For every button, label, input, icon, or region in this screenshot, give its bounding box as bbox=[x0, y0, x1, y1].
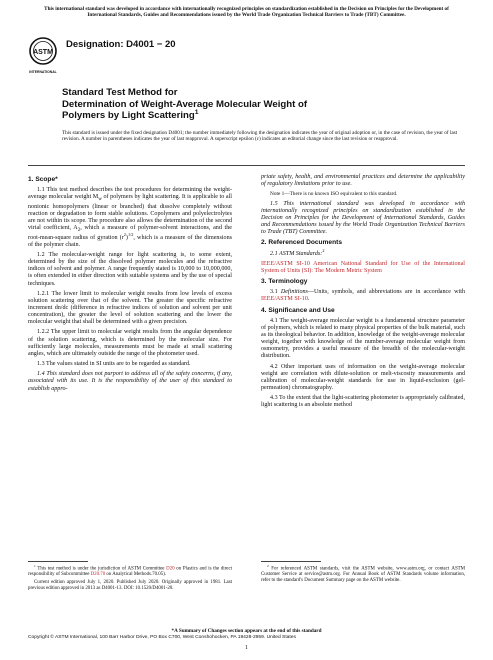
section-heading-referenced-documents: 2. Referenced Documents bbox=[261, 239, 342, 247]
paragraph-4-2: 4.2 Other important uses of information on the weight-average molecular weight are correlation with dilute-solution or melt-viscosity measurements and calibration of molecular-weight standards for use in liquid-exclusion (gel-permeation) chromatography. bbox=[261, 363, 465, 392]
tbt-notice: This international standard was developed in accordance with internationally recognized principles on standardization established in the Decision on Principles for the Development of International Standards, Guides and Recommendations issued by the World Trade Organization Technical Barriers to Trade (TBT) Committee. bbox=[44, 6, 449, 19]
paragraph-1-5: 1.5 This international standard was developed in accordance with internationally recognized principles on standardization established in the Decision on Principles for the Development of International Standards, Guides and Recommendations issued by the World Trade Organization Technical Barriers to Trade (TBT) Committee. bbox=[261, 200, 465, 236]
document-title bbox=[62, 87, 442, 122]
designation-label: Designation: bbox=[66, 39, 124, 50]
paragraph-4-3: 4.3 To the extent that the light-scattering photometer is appropriately calibrated, light scattering is an absolute method bbox=[261, 395, 465, 409]
footnote-1: $^1$ This test method is under the jurisdiction of ASTM Committee D20 on Plastics and is the direct responsibility of Subcommittee D20.70 on Analytical Methods.70.05). Current edition approved July 1, 2020. Published July 2020. Originally approved in 1981. Last previous edition approved in 2013 as D4001-13. DOI: 10.1520/D4001-20. bbox=[28, 564, 232, 592]
footnote-1-edition: Current edition approved July 1, 2020. Published July 2020. Originally approved in 1981. Last previous edition approved in 2013 as D4001-13. DOI: 10.1520/D4001-20. bbox=[28, 580, 232, 592]
footnote-2: $^2$ For referenced ASTM standards, visit the ASTM website, www.astm.org, or contact ASTM Customer Service at service@astm.org. For Annual Book of ASTM Standards volume information, refer to the standard's Document Summary page on the ASTM website. bbox=[261, 564, 465, 584]
section-heading-terminology: 3. Terminology bbox=[261, 278, 308, 286]
page-number: 1 bbox=[245, 645, 248, 651]
paragraph-1-2-2: 1.2.2 The upper limit to molecular weight results from the angular dependence of the solution scattering, which is determined by the molecular size. For sufficiently large molecules, measurements must be made at small scattering angles, which are ultimately outside the range of the photometer used. bbox=[28, 329, 232, 357]
paragraph-1-2: 1.2 The molecular-weight range for light scattering is, to some extent, determined by the size of the dissolved polymer molecules and the refractive indices of solvent and polymer. A range frequently stated is 10,000 to 10,000,000, is often extended in either direction with suitable systems and by the use of special techniques. bbox=[28, 251, 232, 287]
paragraph-3-1: 3.1 Definitions—Units, symbols, and abbreviations are in accordance with IEEE/ASTM SI-10. bbox=[261, 289, 466, 303]
title-line-3: Polymers by Light Scattering bbox=[62, 110, 195, 122]
paragraph-2-1: 2.1 ASTM Standards:$^2$ bbox=[270, 247, 325, 257]
divider bbox=[28, 165, 465, 166]
svg-text:INTERNATIONAL: INTERNATIONAL bbox=[29, 70, 57, 74]
note-1: Note 1—There is no known ISO equivalent to this standard. bbox=[270, 191, 398, 198]
reference-code-link[interactable]: IEEE/ASTM SI-10 bbox=[261, 260, 310, 267]
section-heading-scope: 1. Scope* bbox=[28, 176, 58, 183]
subcommittee-link[interactable]: D20.70 bbox=[90, 572, 106, 578]
paragraph-1-1: 1.1 This test method describes the test procedures for determining the weight-average molecular weight $M_w$ of polymers by light scattering. It is applicable to all nonionic homopolymers (linear or branched) that dissolve completely without reaction or degradation to form stable solutions. Copolymers and polyelectrolytes are not within its scope. The procedure also allows the determination of the second virial coefficient, $A_2$, which a measure of polymer-solvent interactions, and the root-mean-square radius of gyration $(r^2)^{1/2}$, which is a measure of the dimensions of the polymer chain. bbox=[28, 187, 232, 248]
designation-value: D4001 − 20 bbox=[126, 39, 176, 50]
reference-title-link[interactable]: American National Standard for Use of the International System of Units (SI): The Modern Metric System bbox=[261, 260, 465, 274]
title-line-2: Determination of Weight-Average Molecular Weight of bbox=[62, 98, 308, 110]
section-heading-significance: 4. Significance and Use bbox=[261, 306, 335, 314]
reference-item[interactable] bbox=[261, 261, 465, 275]
copyright: Copyright © ASTM International, 100 Barr Harbor Drive, PO Box C700, West Conshohocken, PA 19428-2959. United States bbox=[28, 635, 296, 640]
paragraph-1-3: 1.3 The values stated in SI units are to be regarded as standard. bbox=[37, 361, 191, 368]
designation-note: This standard is issued under the fixed designation D4001; the number immediately following the designation indicates the year of original adoption or, in the case of revision, the year of last revision. A number in parentheses indicates the year of last reapproval. A superscript epsilon (ε) indicates an editorial change since the last revision or reapproval. bbox=[62, 130, 458, 143]
terminology-reference-link[interactable]: IEEE/ASTM SI-10 bbox=[261, 296, 308, 303]
footnote-divider bbox=[28, 561, 88, 562]
right-column bbox=[261, 174, 465, 413]
title-line-1: Standard Test Method for bbox=[62, 87, 178, 98]
designation bbox=[66, 39, 176, 50]
astm-logo-icon bbox=[28, 36, 58, 76]
paragraph-1-4: 1.4 This standard does not purport to address all of the safety concerns, if any, associated with its use. It is the responsibility of the user of this standard to establish appro- bbox=[28, 371, 232, 392]
left-column bbox=[28, 174, 232, 396]
footnote-divider bbox=[261, 561, 321, 562]
title-footnote-mark: 1 bbox=[194, 109, 199, 116]
paragraph-1-4-cont: priate safety, health, and environmental practices and determine the applicability of regulatory limitations prior to use. bbox=[261, 174, 465, 188]
paragraph-1-2-1: 1.2.1 The lower limit to molecular weight results from low levels of excess solution scattering over that of the solvent. The greater the specific refractive increment dn/dc (difference in refractive indices of solution and solvent per unit concentration), the greater the level of solution scattering and the lower the molecular weight that shall be determined with a given precision. bbox=[28, 290, 232, 326]
paragraph-4-1: 4.1 The weight-average molecular weight is a fundamental structure parameter of polymers, which is related to many physical properties of the bulk material, such as its theological behavior. In addition, knowledge of the weight-average molecular weight, together with knowledge of the number-average molecular weight from osmometry, provides a useful measure of the breadth of the molecular-weight distribution. bbox=[261, 317, 465, 360]
committee-link[interactable]: D20 bbox=[166, 566, 175, 572]
svg-text:ASTM: ASTM bbox=[33, 49, 53, 56]
summary-of-changes-note: *A Summary of Changes section appears at the end of this standard bbox=[171, 628, 322, 634]
